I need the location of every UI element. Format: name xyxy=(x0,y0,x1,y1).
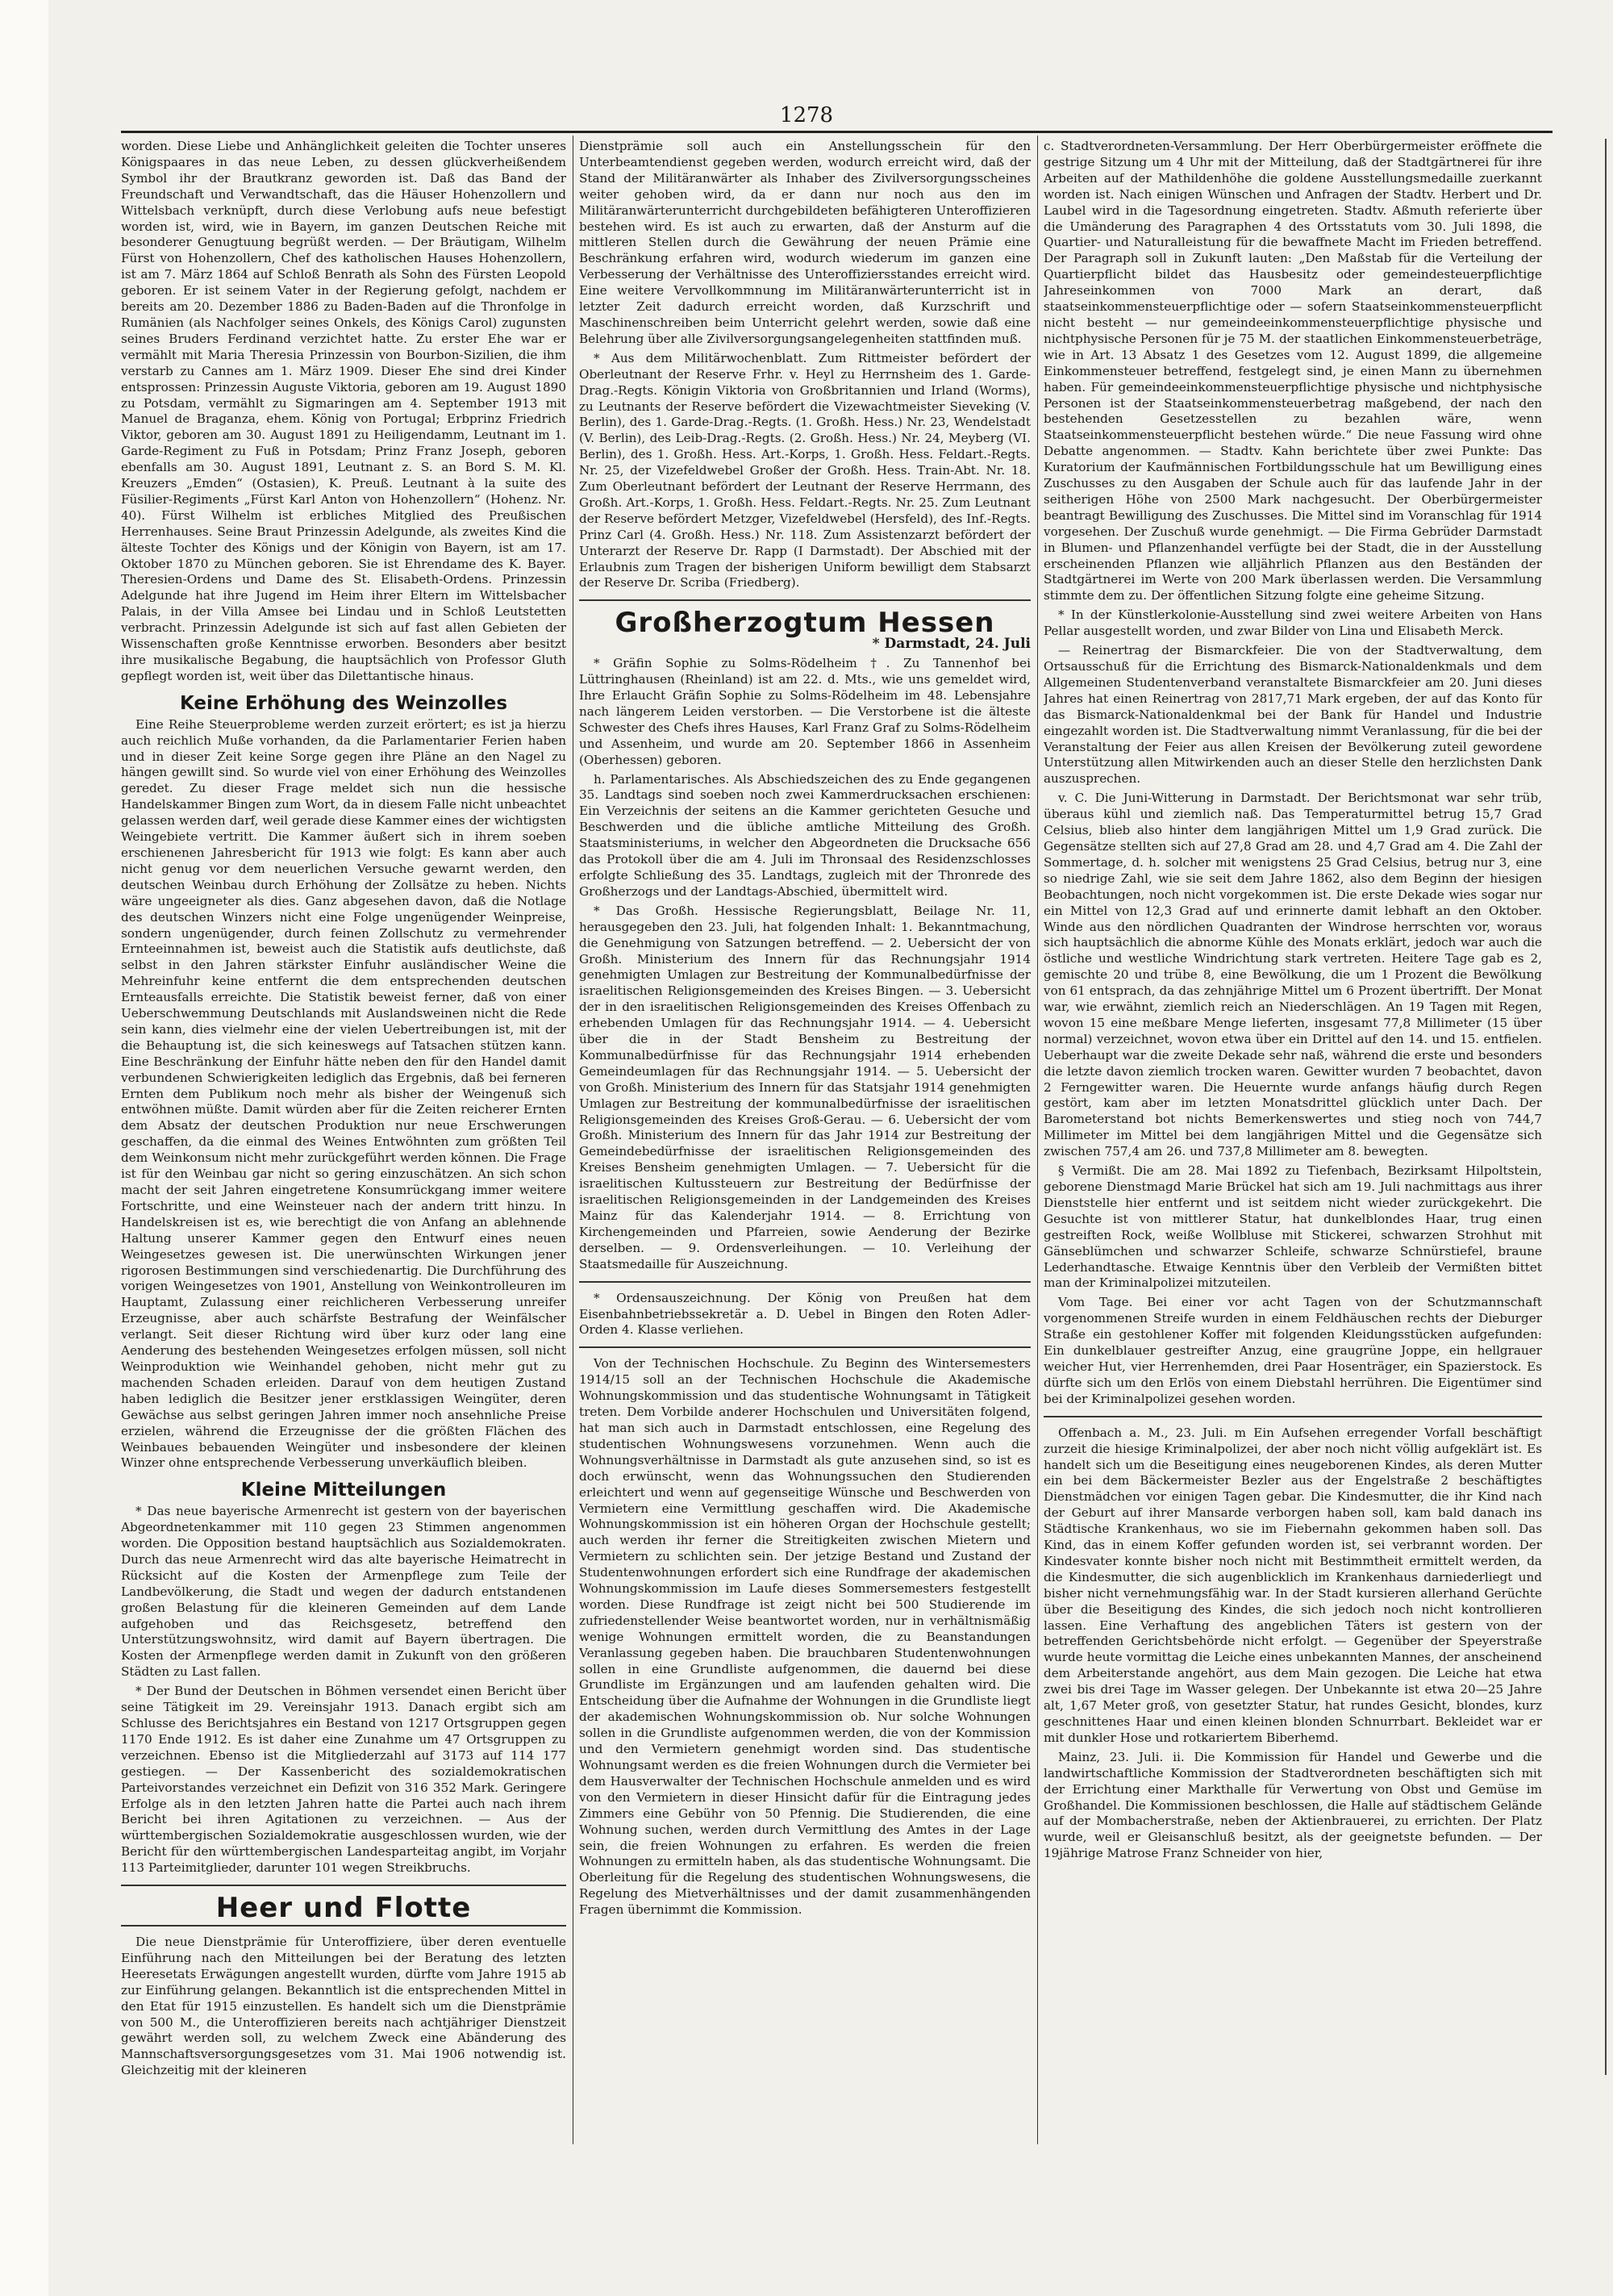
article-paragraph: h. Parlamentarisches. Als Abschiedszeichen des zu Ende gegangenen 35. Landtags sind soeben noch zwei Kammerdrucksachen erschienen: Ein Verzeichnis der seitens an die Kammer gerichteten Gesuche und Beschwerden und die übliche amtliche Mitteilung des Großh. Staatsministeriums, in welcher den Abgeordneten die Drucksache 656 das Protokoll über die am 4. Juli im Thronsaal des Residenzschlosses erfolgte Schließung des 35. Landtags, zugleich mit der Thronrede des Großherzogs und der Landtags-Abschied, übermittelt wird. xyxy=(579,771,1031,899)
section-rule xyxy=(1044,1416,1542,1417)
article-paragraph: worden. Diese Liebe und Anhänglichkeit geleiten die Tochter unseres Königspaares in das neue Leben, zu dessen glückverheißendem Symbol ihr der Brautkranz geworden ist. Daß das Band der Freundschaft und Verwandtschaft, das die Häuser Hohenzollern und Wittelsbach verknüpft, durch diese Verlobung aufs neue befestigt worden ist, wird, wie in Bayern, im ganzen Deutschen Reiche mit besonderer Genugtuung begrüßt werden. — Der Bräutigam, Wilhelm Fürst von Hohenzollern, Chef des katholischen Hauses Hohenzollern, ist am 7. März 1864 auf Schloß Benrath als Sohn des Fürsten Leopold geboren. Er ist seinem Vater in der Regierung gefolgt, nachdem er bereits am 20. Dezember 1886 zu Baden-Baden auf die Thronfolge in Rumänien (als Nachfolger seines Onkels, des Königs Carol) zugunsten seines Bruders Ferdinand verzichtet hatte. Zu erster Ehe war er vermählt mit Maria Theresia Prinzessin von Bourbon-Sizilien, die ihm verstarb zu Cannes am 1. März 1909. Dieser Ehe sind drei Kinder entsprossen: Prinzessin Auguste Viktoria, geboren am 19. August 1890 zu Potsdam, vermählt zu Sigmaringen am 4. September 1913 mit Manuel de Braganza, ehem. König von Portugal; Erbprinz Friedrich Viktor, geboren am 30. August 1891 zu Heiligendamm, Leutnant im 1. Garde-Regiment zu Fuß in Potsdam; Prinz Franz Joseph, geboren ebenfalls am 30. August 1891, Leutnant z. S. an Bord S. M. Kl. Kreuzers „Emden“ (Ostasien), K. Preuß. Leutnant à la suite des Füsilier-Regiments „Fürst Karl Anton von Hohenzollern“ (Hohenz. Nr. 40). Fürst Wilhelm ist erbliches Mitglied des Preußischen Herrenhauses. Seine Braut Prinzessin Adelgunde, als zweites Kind die älteste Tochter des Königs und der Königin von Bayern, ist am 17. Oktober 1870 zu München geboren. Sie ist Ehrendame des K. Bayer. Theresien-Ordens und Dame des St. Elisabeth-Ordens. Prinzessin Adelgunde hat ihre Jugend im Heim ihrer Eltern im Wittelsbacher Palais, in der Villa Amsee bei Lindau und in Schloß Leutstetten verbracht. Prinzessin Adelgunde ist sich auf fast allen Gebieten der Wissenschaften große Kenntnisse erworben. Besonders aber besitzt ihre musikalische Begabung, die hauptsächlich von Professor Gluth gepflegt worden ist, weit über das Dilettantische hinaus. xyxy=(121,139,566,683)
adjacent-page-edge xyxy=(1605,139,1613,2075)
section-rule xyxy=(579,599,1031,601)
column-2 xyxy=(579,139,1031,2139)
section-rule xyxy=(579,1346,1031,1348)
page-margin xyxy=(0,0,48,2296)
article-paragraph: * Ordensauszeichnung. Der König von Preußen hat dem Eisenbahnbetriebssekretär a. D. Uebel in Bingen den Roten Adler-Orden 4. Klasse verliehen. xyxy=(579,1290,1031,1338)
section-rule xyxy=(121,1885,566,1886)
article-paragraph: * In der Künstlerkolonie-Ausstellung sind zwei weitere Arbeiten von Hans Pellar ausgestellt worden, und zwar Bilder von Lina und Elisabeth Merck. xyxy=(1044,607,1542,639)
section-rule xyxy=(579,1281,1031,1283)
article-paragraph: Vom Tage. Bei einer vor acht Tagen von der Schutzmannschaft vorgenommenen Streife wurden in einem Feldhäuschen rechts der Dieburger Straße ein gestohlener Koffer mit folgenden Kleidungsstücken aufgefunden: Ein dunkelblauer gestreifter Anzug, eine graugrüne Joppe, ein hellgrauer weicher Hut, vier Herrenhemden, drei Paar Hosenträger, ein Spazierstock. Es dürfte sich um den Erlös von einem Diebstahl herrühren. Die Eigentümer sind bei der Kriminalpolizei gesehen worden. xyxy=(1044,1295,1542,1406)
article-paragraph: * Der Bund der Deutschen in Böhmen versendet einen Bericht über seine Tätigkeit im 29. Vereinsjahr 1913. Danach ergibt sich am Schlusse des Berichtsjahres ein Bestand von 1217 Ortsgruppen gegen 1170 Ende 1912. Es ist daher eine Zunahme um 47 Ortsgruppen zu verzeichnen. Ebenso ist die Mitgliederzahl auf 3173 auf 114 177 gestiegen. — Der Kassenbericht des sozialdemokratischen Parteivorstandes verzeichnet ein Defizit von 316 352 Mark. Geringere Erfolge als in den letzten Jahren hatte die Partei auch nach ihrem Bericht bei ihren Agitationen zu verzeichnen. — Aus der württembergischen Sozialdemokratie ausgeschlossen wurden, wie der Bericht für den württembergischen Landesparteitag angibt, im Vorjahr 113 Parteimitglieder, darunter 101 wegen Streikbruchs. xyxy=(121,1684,566,1876)
article-paragraph: — Reinertrag der Bismarckfeier. Die von der Stadtverwaltung, dem Ortsausschuß für die Errichtung des Bismarck-Nationaldenkmals und dem Allgemeinen Studentenverband veranstaltete Bismarckfeier am 20. Juni dieses Jahres hat einen Reinertrag von 2817,71 Mark ergeben, der auf das Konto für das Bismarck-Nationaldenkmal bei der Bank für Handel und Industrie eingezahlt worden ist. Die Stadtverwaltung nimmt Veranlassung, für die bei der Veranstaltung der Feier aus allen Kreisen der Bevölkerung zuteil gewordene Unterstützung allen Mitwirkenden auch an dieser Stelle den herzlichsten Dank auszusprechen. xyxy=(1044,643,1542,787)
article-paragraph: Dienstprämie soll auch ein Anstellungsschein für den Unterbeamtendienst gegeben werden, wodurch erreicht wird, daß der Stand der Militäranwärter als Inhaber des Zivilversorgungsscheines weiter gehoben wird, da er dann nur noch aus den im Militäranwärterunterricht durchgebildeten befähigteren Unteroffizieren bestehen wird. Es ist auch zu erwarten, daß der Ansturm auf die mittleren Stellen durch die Gewährung der neuen Prämie eine Beschränkung erfahren wird, wodurch wiederum im ganzen eine Verbesserung der Verhältnisse des Unteroffiziersstandes erreicht wird. Eine weitere Vervollkommnung im Militäranwärterunterricht ist in letzter Zeit dadurch erreicht worden, daß Kurzschrift und Maschinenschreiben beim Unterricht gelehrt werden, sowie daß eine Belehrung über alle Zivilversorgungsangelegenheiten stattfinden muß. xyxy=(579,139,1031,346)
article-paragraph: § Vermißt. Die am 28. Mai 1892 zu Tiefenbach, Bezirksamt Hilpoltstein, geborene Dienstmagd Marie Brückel hat sich am 19. Juli nachmittags aus ihrer Dienststelle hier entfernt und ist seitdem nicht wieder zurückgekehrt. Die Gesuchte ist von mittlerer Statur, hat dunkelblondes Haar, trug einen gestreiften Rock, weiße Wollbluse mit Stickerei, schwarzen Strohhut mit Gänseblümchen und schwarzer Schleife, schwarze Schnürstiefel, braune Lederhandtasche. Etwaige Kenntnis über den Verbleib der Vermißten bittet man der Kriminalpolizei mitzuteilen. xyxy=(1044,1163,1542,1291)
column-divider xyxy=(1037,136,1038,2144)
column-1 xyxy=(121,139,566,2139)
section-heading: Keine Erhöhung des Weinzolles xyxy=(179,692,508,714)
article-paragraph: v. C. Die Juni-Witterung in Darmstadt. Der Berichtsmonat war sehr trüb, überaus kühl und ziemlich naß. Das Temperaturmittel betrug 15,7 Grad Celsius, blieb also hinter dem langjährigen Mittel um 1,9 Grad zurück. Die Gegensätze stellten sich auf 27,8 Grad am 28. und 4,7 Grad am 4. Die Zahl der Sommertage, d. h. solcher mit wenigstens 25 Grad Celsius, betrug nur 3, eine so niedrige Zahl, wie sie seit dem Jahre 1862, also dem Beginn der hiesigen Beobachtungen, noch nicht vorgekommen ist. Die erste Dekade wies sogar nur ein Mittel von 12,3 Grad auf und erinnerte damit lebhaft an den Oktober. Winde aus den nördlichen Quadranten der Windrose herrschten vor, woraus sich hauptsächlich die abnorme Kühle des Monats erklärt, jedoch war auch die östliche und westliche Windrichtung stark vertreten. Heitere Tage gab es 2, gemischte 20 und trübe 8, eine Bewölkung, die um 1 Prozent die Bewölkung von 61 entsprach, da das zehnjährige Mittel um 6 Prozent übertrifft. Der Monat war, wie erwähnt, ziemlich reich an Niederschlägen. An 19 Tagen mit Regen, wovon 15 eine meßbare Menge lieferten, insgesamt 77,8 Millimeter (15 über normal) verzeichnet, wovon etwa über ein Drittel auf den 14. und 15. entfielen. Ueberhaupt war die zweite Dekade sehr naß, während die erste und besonders die letzte davon ziemlich trocken waren. Gewitter wurden 7 beobachtet, davon 2 Ferngewitter waren. Die Heuernte wurde anfangs häufig durch Regen gestört, kam aber im letzten Monatsdrittel glücklich unter Dach. Der Barometerstand bot nichts Bemerkenswertes und stieg noch von 744,7 Millimeter im Mittel bei dem langjährigen Mittel und die Gegensätze sich zwischen 757,4 am 26. und 737,8 Millimeter am 8. bewegten. xyxy=(1044,791,1542,1159)
article-paragraph: Offenbach a. M., 23. Juli. m Ein Aufsehen erregender Vorfall beschäftigt zurzeit die hiesige Kriminalpolizei, der aber noch nicht völlig aufgeklärt ist. Es handelt sich um die Beseitigung eines neugeborenen Kindes, als deren Mutter ein bei dem Bäckermeister Bezler aus der Engelstraße 2 beschäftigtes Dienstmädchen vor einigen Tagen gebar. Die Kindesmutter, die ihr Kind nach der Geburt auf ihrer Mansarde verborgen haben soll, kam bald danach ins Städtische Krankenhaus, wo sie im Fiebernahn gekommen haben soll. Das Kind, das in einem Koffer gefunden worden ist, sei verbrannt worden. Der Kindesvater konnte bisher noch nicht mit Bestimmtheit ermittelt werden, da die Kindesmutter, die sich augenblicklich im Krankenhaus darniederliegt und bisher nicht vernehmungsfähig war. In der Stadt kursieren allerhand Gerüchte über die Beseitigung des Kindes, die sich jedoch noch nicht kontrollieren lassen. Eine Verhaftung des angeblichen Täters ist gestern von der betreffenden Gerichtsbehörde nicht erfolgt. — Gegenüber der Speyerstraße wurde heute vormittag die Leiche eines unbekannten Mannes, der anscheinend dem Arbeiterstande angehört, aus dem Main gezogen. Die Leiche hat etwa zwei bis drei Tage im Wasser gelegen. Der Unbekannte ist etwa 20—25 Jahre alt, 1,67 Meter groß, von gesetzter Statur, hat rundes Gesicht, blondes, kurz geschnittenes Haar und einen kleinen blonden Schnurrbart. Bekleidet war er mit dunkler Hose und rotkariertem Biberhemd. xyxy=(1044,1425,1542,1745)
article-paragraph: * Das Großh. Hessische Regierungsblatt, Beilage Nr. 11, herausgegeben den 23. Juli, hat folgenden Inhalt: 1. Bekanntmachung, die Genehmigung von Satzungen betreffend. — 2. Uebersicht der von Großh. Ministerium des Innern für das Rechnungsjahr 1914 genehmigten Umlagen zur Bestreitung der Kommunalbedürfnisse der israelitischen Religionsgemeinden des Kreises Bingen. — 3. Uebersicht der in den israelitischen Religionsgemeinden des Kreises Offenbach zu erhebenden Umlagen für das Rechnungsjahr 1914. — 4. Uebersicht über die in der Stadt Bensheim zu Bestreitung der Kommunalbedürfnisse für das Rechnungsjahr 1914 erhebenden Gemeindeumlagen für das Rechnungsjahr 1914. — 5. Uebersicht der von Großh. Ministerium des Innern für das Statsjahr 1914 genehmigten Umlagen zur Bestreitung der kommunalbedürfnisse der israelitischen Religionsgemeinden des Kreises Groß-Gerau. — 6. Uebersicht der vom Großh. Ministerium des Innern für das Jahr 1914 zur Bestreitung der Gemeindebedürfnisse der israelitischen Religionsgemeinden des Kreises Bensheim genehmigten Umlagen. — 7. Uebersicht für die israelitischen Kultussteuern zur Bestreitung der Bedürfnisse der israelitischen Religionsgemeinden in der Landgemeinden des Kreises Mainz für das Kalenderjahr 1914. — 8. Errichtung von Kirchengemeinden und Pfarreien, sowie Aenderung der Bezirke derselben. — 9. Ordensverleihungen. — 10. Verleihung der Staatsmedaille für Auszeichnung. xyxy=(579,903,1031,1271)
article-paragraph: Eine Reihe Steuerprobleme werden zurzeit erörtert; es ist ja hierzu auch reichlich Muße vorhanden, da die Parlamentarier Ferien haben und in dieser Zeit keine Sorge gegen ihre Pläne an den Nagel zu hängen gewillt sind. So wurde viel von einer Erhöhung des Weinzolles geredet. Zu dieser Frage meldet sich nun die hessische Handelskammer Bingen zum Wort, da in diesem Falle nicht unbeachtet gelassen werden darf, weil gerade diese Kammer eines der wichtigsten Weingebiete vertritt. Die Kammer äußert sich in ihrem soeben erschienenen Jahresbericht für 1913 wie folgt: Es kann aber auch nicht genug vor dem neuerlichen Versuche gewarnt werden, den deutschen Weinbau durch Erhöhung der Zollsätze zu heben. Nichts wäre ungeeigneter als dies. Ganz abgesehen davon, daß die Notlage des deutschen Winzers nicht eine Folge ungenügender Weinpreise, sondern ungenügender, durch feinen Zollschutz zu vermehrender Ernteeinnahmen ist, beweist auch die Statistik aufs deutlichste, daß selbst in den Jahren stärkster Einfuhr ausländischer Weine die Mehreinfuhr keine entfernt die dem entsprechenden deutschen Ernteausfalls erreichte. Die Statistik beweist ferner, daß von einer Ueberschwemmung Deutschlands mit Auslandsweinen nicht die Rede sein kann, dies vielmehr eine der vielen Uebertreibungen ist, mit der die Behauptung ist, die sich keineswegs auf Tatsachen stützen kann. Eine Beschränkung der Einfuhr hätte neben den für den Handel damit verbundenen Schwierigkeiten lediglich das Ergebnis, daß bei ferneren Ernten dem Publikum noch mehr als bisher der Weingenuß sich entwöhnen müßte. Damit würden aber für die Zeiten reicherer Ernten dem Absatz der deutschen Produktion nur neue Erschwerungen geschaffen, da die einmal des Weines Entwöhnten zum größten Teil dem Weinkonsum nicht mehr zurückgeführt werden können. Die Frage ist für den Weinbau gar nicht so gering einzuschätzen. An sich schon macht der seit Jahren eingetretene Konsumrückgang immer weitere Fortschritte, und eine Weinsteuer nach der andern tritt hinzu. In Handelskreisen ist es, wie berechtigt die von Anfang an ablehnende Haltung unserer Kammer gegen den Entwurf eines neuen Weingesetzes gewesen ist. Die unerwünschten Wirkungen jener rigorosen Bestimmungen sind verschiedenartig. Die Durchführung des vorigen Weingesetzes von 1901, Anstellung von Weinkontrolleuren im Hauptamt, Zulassung einer reichlicheren Verbesserung unreifer Erzeugnisse, aber auch schärfste Bestrafung der Weinfälscher verlangt. Seit dieser Richtung wird über kurz oder lang eine Aenderung des bestehenden Weingesetzes erfolgen müssen, soll nicht Weinproduktion wie Weinhandel gehoben, nicht mehr gut zu machenden Schaden erleiden. Darauf von dem heutigen Zustand haben lediglich die Besitzer jener erstklassigen Weingüter, deren Gewächse aus selbst geringen Jahren immer noch ansehnliche Preise erzielen, während die Erzeugnisse der die größten Flächen des Weinbaues bebauenden Weingüter und insbesondere der kleinen Winzer ohne entsprechende Verbesserung unverkäuflich bleiben. xyxy=(121,716,566,1471)
header-rule xyxy=(121,131,1553,133)
section-heading: Großherzogtum Hessen xyxy=(615,607,995,640)
column-3 xyxy=(1044,139,1542,2139)
article-paragraph: Von der Technischen Hochschule. Zu Beginn des Wintersemesters 1914/15 soll an der Technischen Hochschule die Akademische Wohnungskommission und das studentische Wohnungsamt in Tätigkeit treten. Dem Vorbilde anderer Hochschulen und Universitäten folgend, hat man sich auch in Darmstadt entschlossen, eine Regelung des studentischen Wohnungswesens vorzunehmen. Wenn auch die Wohnungsverhältnisse in Darmstadt als gute anzusehen sind, so ist es doch erwünscht, wenn das Wohnungssuchen den Studierenden erleichtert und wenn auf gegenseitige Wünsche und Beschwerden von Vermietern eine Vermittlung geschaffen wird. Die Akademische Wohnungskommission ist ein höheren Organ der Hochschule gestellt; auch werden ihr ferner die Streitigkeiten zwischen Mietern und Vermietern zu schlichten sein. Der jetzige Bestand und Zustand der Studentenwohnungen erfordert sich eine Rundfrage der akademischen Wohnungskommission im Laufe dieses Sommersemesters festgestellt worden. Diese Rundfrage ist zeigt nicht bei 500 Studierende im zufriedenstellender Weise beantwortet worden, nur in verhältnismäßig wenige Wohnungen ermittelt worden, die zu Beanstandungen Veranlassung gegeben haben. Die brauchbaren Studentenwohnungen sollen in eine Grundliste aufgenommen, die dauernd bei diese Grundliste im Ergänzungen und am laufenden gehalten wird. Die Entscheidung über die Aufnahme der Wohnungen in die Grundliste liegt der akademischen Wohnungskommission ob. Nur solche Wohnungen sollen in die Grundliste aufgenommen werden, die von der Kommission und den Vermietern genehmigt worden sind. Das studentische Wohnungsamt werden es die freien Wohnungen durch die Vermieter bei dem Hausverwalter der Technischen Hochschule anmelden und es wird von den Vermietern in dieser Hinsicht dafür für die Eintragung jedes Zimmers eine Gebühr von 50 Pfennig. Die Studierenden, die eine Wohnung suchen, werden durch Vermittlung des Amtes in der Lage sein, die freien Wohnungen zu erfahren. Es werden die freien Wohnungen zu ermitteln haben, als das studentische Wohnungsamt. Die Oberleitung für die Regelung des studentischen Wohnungswesens, die Regelung des Mietverhältnisses und der damit zusammenhängenden Fragen übernimmt die Kommission. xyxy=(579,1356,1031,1918)
article-paragraph: * Aus dem Militärwochenblatt. Zum Rittmeister befördert der Oberleutnant der Reserve Frhr. v. Heyl zu Herrnsheim des 1. Garde-Drag.-Regts. Königin Viktoria von Großbritannien und Irland (Worms), zu Leutnants der Reserve befördert die Vizewachtmeister Sieveking (V. Berlin), des 1. Garde-Drag.-Regts. (1. Großh. Hess.) Nr. 23, Wendelstadt (V. Berlin), des Leib-Drag.-Regts. (2. Großh. Hess.) Nr. 24, Meyberg (VI. Berlin), des 1. Großh. Hess. Art.-Korps, 1. Großh. Hess. Feldart.-Regts. Nr. 25, der Vizefeldwebel Großer der Großh. Hess. Train-Abt. Nr. 18. Zum Oberleutnant befördert der Leutnant der Reserve Herrmann, des Großh. Art.-Korps, 1. Großh. Hess. Feldart.-Regts. Nr. 25. Zum Leutnant der Reserve befördert Metzger, Vizefeldwebel (Hersfeld), des Inf.-Regts. Prinz Carl (4. Großh. Hess.) Nr. 118. Zum Assistenzarzt befördert der Unterarzt der Reserve Dr. Rapp (I Darmstadt). Der Abschied mit der Erlaubnis zum Tragen der bisherigen Uniform bewilligt dem Stabsarzt der Reserve Dr. Scriba (Friedberg). xyxy=(579,350,1031,591)
article-paragraph: c. Stadtverordneten-Versammlung. Der Herr Oberbürgermeister eröffnete die gestrige Sitzung um 4 Uhr mit der Mitteilung, daß der Stadtgärtnerei für ihre Arbeiten auf der Mathildenhöhe die goldene Ausstellungsmedaille zuerkannt worden ist. Nach einigen Wünschen und Anfragen der Stadtv. Herbert und Dr. Laubel wird in die Tagesordnung eingetreten. Stadtv. Aßmuth referierte über die Umänderung des Paragraphen 4 des Ortsstatuts vom 30. Juli 1898, die Quartier- und Naturalleistung für die bewaffnete Macht im Frieden betreffend. Der Paragraph soll in Zukunft lauten: „Den Maßstab für die Verteilung der Quartierpflicht bildet das Hausbesitz oder gemeindesteuerpflichtige Jahreseinkommen von 7000 Mark an derart, daß staatseinkommensteuerpflichtige oder — sofern Staatseinkommensteuerpflicht nicht besteht — nur gemeindeeinkommensteuerpflichtige physische und nichtphysische Personen für je 75 M. der staatlichen Einkommensteuerbeträge, wie in Art. 13 Absatz 1 des Gesetzes vom 12. August 1899, die allgemeine Einkommensteuer betreffend, festgelegt sind, je einen Mann zu übernehmen haben. Für gemeindeeinkommensteuerpflichtige physische und nichtphysische Personen ist der Staatseinkommensteuerbetrag maßgebend, der nach den bestehenden Gesetzesstellen zu bezahlen wäre, wenn Staatseinkommensteuerpflicht bestehen würde.“ Die neue Fassung wird ohne Debatte angenommen. — Stadtv. Kahn berichtete über zwei Punkte: Das Kuratorium der Kaufmännischen Fortbildungsschule hat um Bewilligung eines Zuschusses zu den Ausgaben der Schule auch für das laufende Jahr in der seitherigen Höhe von 2500 Mark nachgesucht. Der Oberbürgermeister beantragt Bewilligung des Zuschusses. Die Mittel sind im Voranschlag für 1914 vorgesehen. Der Zuschuß wurde genehmigt. — Die Firma Gebrüder Darmstadt in Blumen- und Pflanzenhandel verfügte bei der Stadt, die in der Ausstellung erscheinenden Pflanzen wie alljährlich Pflanzen aus den Beständen der Stadtgärtnerei im Werte von 200 Mark überlassen werden. Die Versammlung stimmte dem zu. Der öffentlichen Sitzung folgte eine geheime Sitzung. xyxy=(1044,139,1542,603)
article-paragraph: * Das neue bayerische Armenrecht ist gestern von der bayerischen Abgeordnetenkammer mit 110 gegen 23 Stimmen angenommen worden. Die Opposition bestand hauptsächlich aus Sozialdemokraten. Durch das neue Armenrecht wird das alte bayerische Heimatrecht in Rücksicht auf die Kosten der Armenpflege zum Teile der Landbevölkerung, die Stadt und wegen der dadurch entstandenen großen Belastung für die kleineren Gemeinden auf dem Lande aufgehoben und das Reichsgesetz, betreffend den Unterstützungswohnsitz, wird damit auf Bayern übertragen. Die Kosten der Armenpflege werden damit in Zukunft von den größeren Städten zu Last fallen. xyxy=(121,1504,566,1680)
section-heading: Heer und Flotte xyxy=(215,1892,472,1925)
article-paragraph: * Gräfin Sophie zu Solms-Rödelheim †. Zu Tannenhof bei Lüttringhausen (Rheinland) ist am 22. d. Mts., wie uns gemeldet wird, Ihre Erlaucht Gräfin Sophie zu Solms-Rödelheim im 48. Lebensjahre nach längerem Leiden verstorben. — Die Verstorbene ist die älteste Schwester des Chefs ihres Hauses, Karl Franz Graf zu Solms-Rödelheim und Assenheim, und wurde am 20. September 1866 in Assenheim (Oberhessen) geboren. xyxy=(579,656,1031,767)
section-rule xyxy=(121,1925,566,1927)
page-number: 1278 xyxy=(779,103,834,127)
article-paragraph: Mainz, 23. Juli. ii. Die Kommission für Handel und Gewerbe und die landwirtschaftliche Kommission der Stadtverordneten beschäftigten sich mit der Errichtung einer Markthalle für Verwertung von Obst und Gemüse im Großhandel. Die Kommissionen beschlossen, die Halle auf städtischem Gelände auf der Mombacherstraße, neben der Aktienbrauerei, zu errichten. Der Platz wurde, weil er Gleisanschluß besitzt, als der geeignetste befunden. — Der 19jährige Matrose Franz Schneider von hier, xyxy=(1044,1749,1542,1861)
section-heading: Kleine Mitteilungen xyxy=(240,1480,447,1501)
dateline: * Darmstadt, 24. Juli xyxy=(872,636,1031,653)
article-paragraph: Die neue Dienstprämie für Unteroffiziere, über deren eventuelle Einführung nach den Mitteilungen bei der Beratung des letzten Heeresetats Erwägungen angestellt wurden, dürfte vom Jahre 1915 ab zur Einführung gelangen. Bekanntlich ist die entsprechenden Mittel in den Etat für 1915 einzustellen. Es handelt sich um die Dienstprämie von 500 M., die Unteroffizieren bereits nach achtjähriger Dienstzeit gewährt werden soll, zu welchem Zweck eine Abänderung des Mannschaftsversorgungsgesetzes vom 31. Mai 1906 notwendig ist. Gleichzeitig mit der kleineren xyxy=(121,1934,566,2078)
